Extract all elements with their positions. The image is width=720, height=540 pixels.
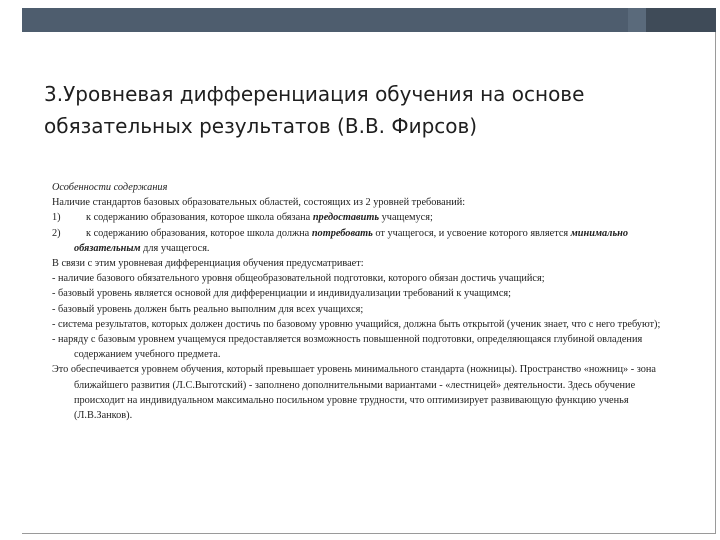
list-item-1 (52, 210, 672, 225)
list-item-1-text-a: к содержанию образования, которое школа обязана (86, 212, 313, 224)
list-item-2-emphasis-2: минимально обязательным (74, 227, 629, 254)
content-heading: Особенности содержания (52, 182, 168, 193)
intro-text: Наличие стандартов базовых образовательных областей, состоящих из 2 уровней требований: (52, 197, 466, 209)
bullet-item-2: - базовый уровень является основой для дифференциации и индивидуализации требований к учащимся; (52, 288, 511, 300)
list-item-2 (52, 226, 672, 256)
top-bar-accent-light (628, 8, 646, 32)
list-item-2-text-c: для учащегося. (140, 242, 210, 254)
conclusion-text: Это обеспечивается уровнем обучения, который превышает уровень минимального стандарта (ножницы). Пространство «ножниц» - зона ближайшего развития (Л.С.Выготский) - заполнено дополнительными вариантами - «лестницей» деятельности. Здесь обучение происходит на индивидуальном максимально посильном уровне трудности, что оптимизирует развивающую функцию ученья (Л.В.Занков). (52, 364, 656, 422)
list-item-2-emphasis-1: потребовать (311, 227, 373, 239)
slide-top-bar (22, 8, 716, 32)
bullet-item-4: - система результатов, которых должен достичь по базовому уровню учащийся, должна быть открытой (ученик знает, что с него требуют); (52, 318, 661, 330)
bullet-item-3: - базовый уровень должен быть реально выполним для всех учащихся; (52, 303, 364, 315)
list-item-1-text-b: учащемуся; (379, 212, 433, 224)
list-item-2-number: 2) (52, 227, 61, 239)
transition-text: В связи с этим уровневая дифференциация обучения предусматривает: (52, 258, 364, 270)
bullet-item-1: - наличие базового обязательного уровня общеобразовательной подготовки, которого обязан достичь учащийся; (52, 273, 545, 285)
list-item-2-text-b: от учащегося, и усвоение которого является (372, 227, 571, 239)
list-item-1-number: 1) (52, 212, 61, 224)
list-item-2-text-a: к содержанию образования, которое школа должна (86, 227, 312, 239)
slide-body (52, 180, 672, 423)
bullet-item-5: - наряду с базовым уровнем учащемуся предоставляется возможность повышенной подготовки, определяющаяся глубиной овладения содержанием учебного предмета. (52, 334, 643, 361)
list-item-1-emphasis: предоставить (312, 212, 380, 224)
top-bar-accent-dark (646, 8, 716, 32)
slide-title: 3.Уровневая дифференциация обучения на основе обязательных результатов (В.В. Фирсов) (44, 82, 585, 138)
